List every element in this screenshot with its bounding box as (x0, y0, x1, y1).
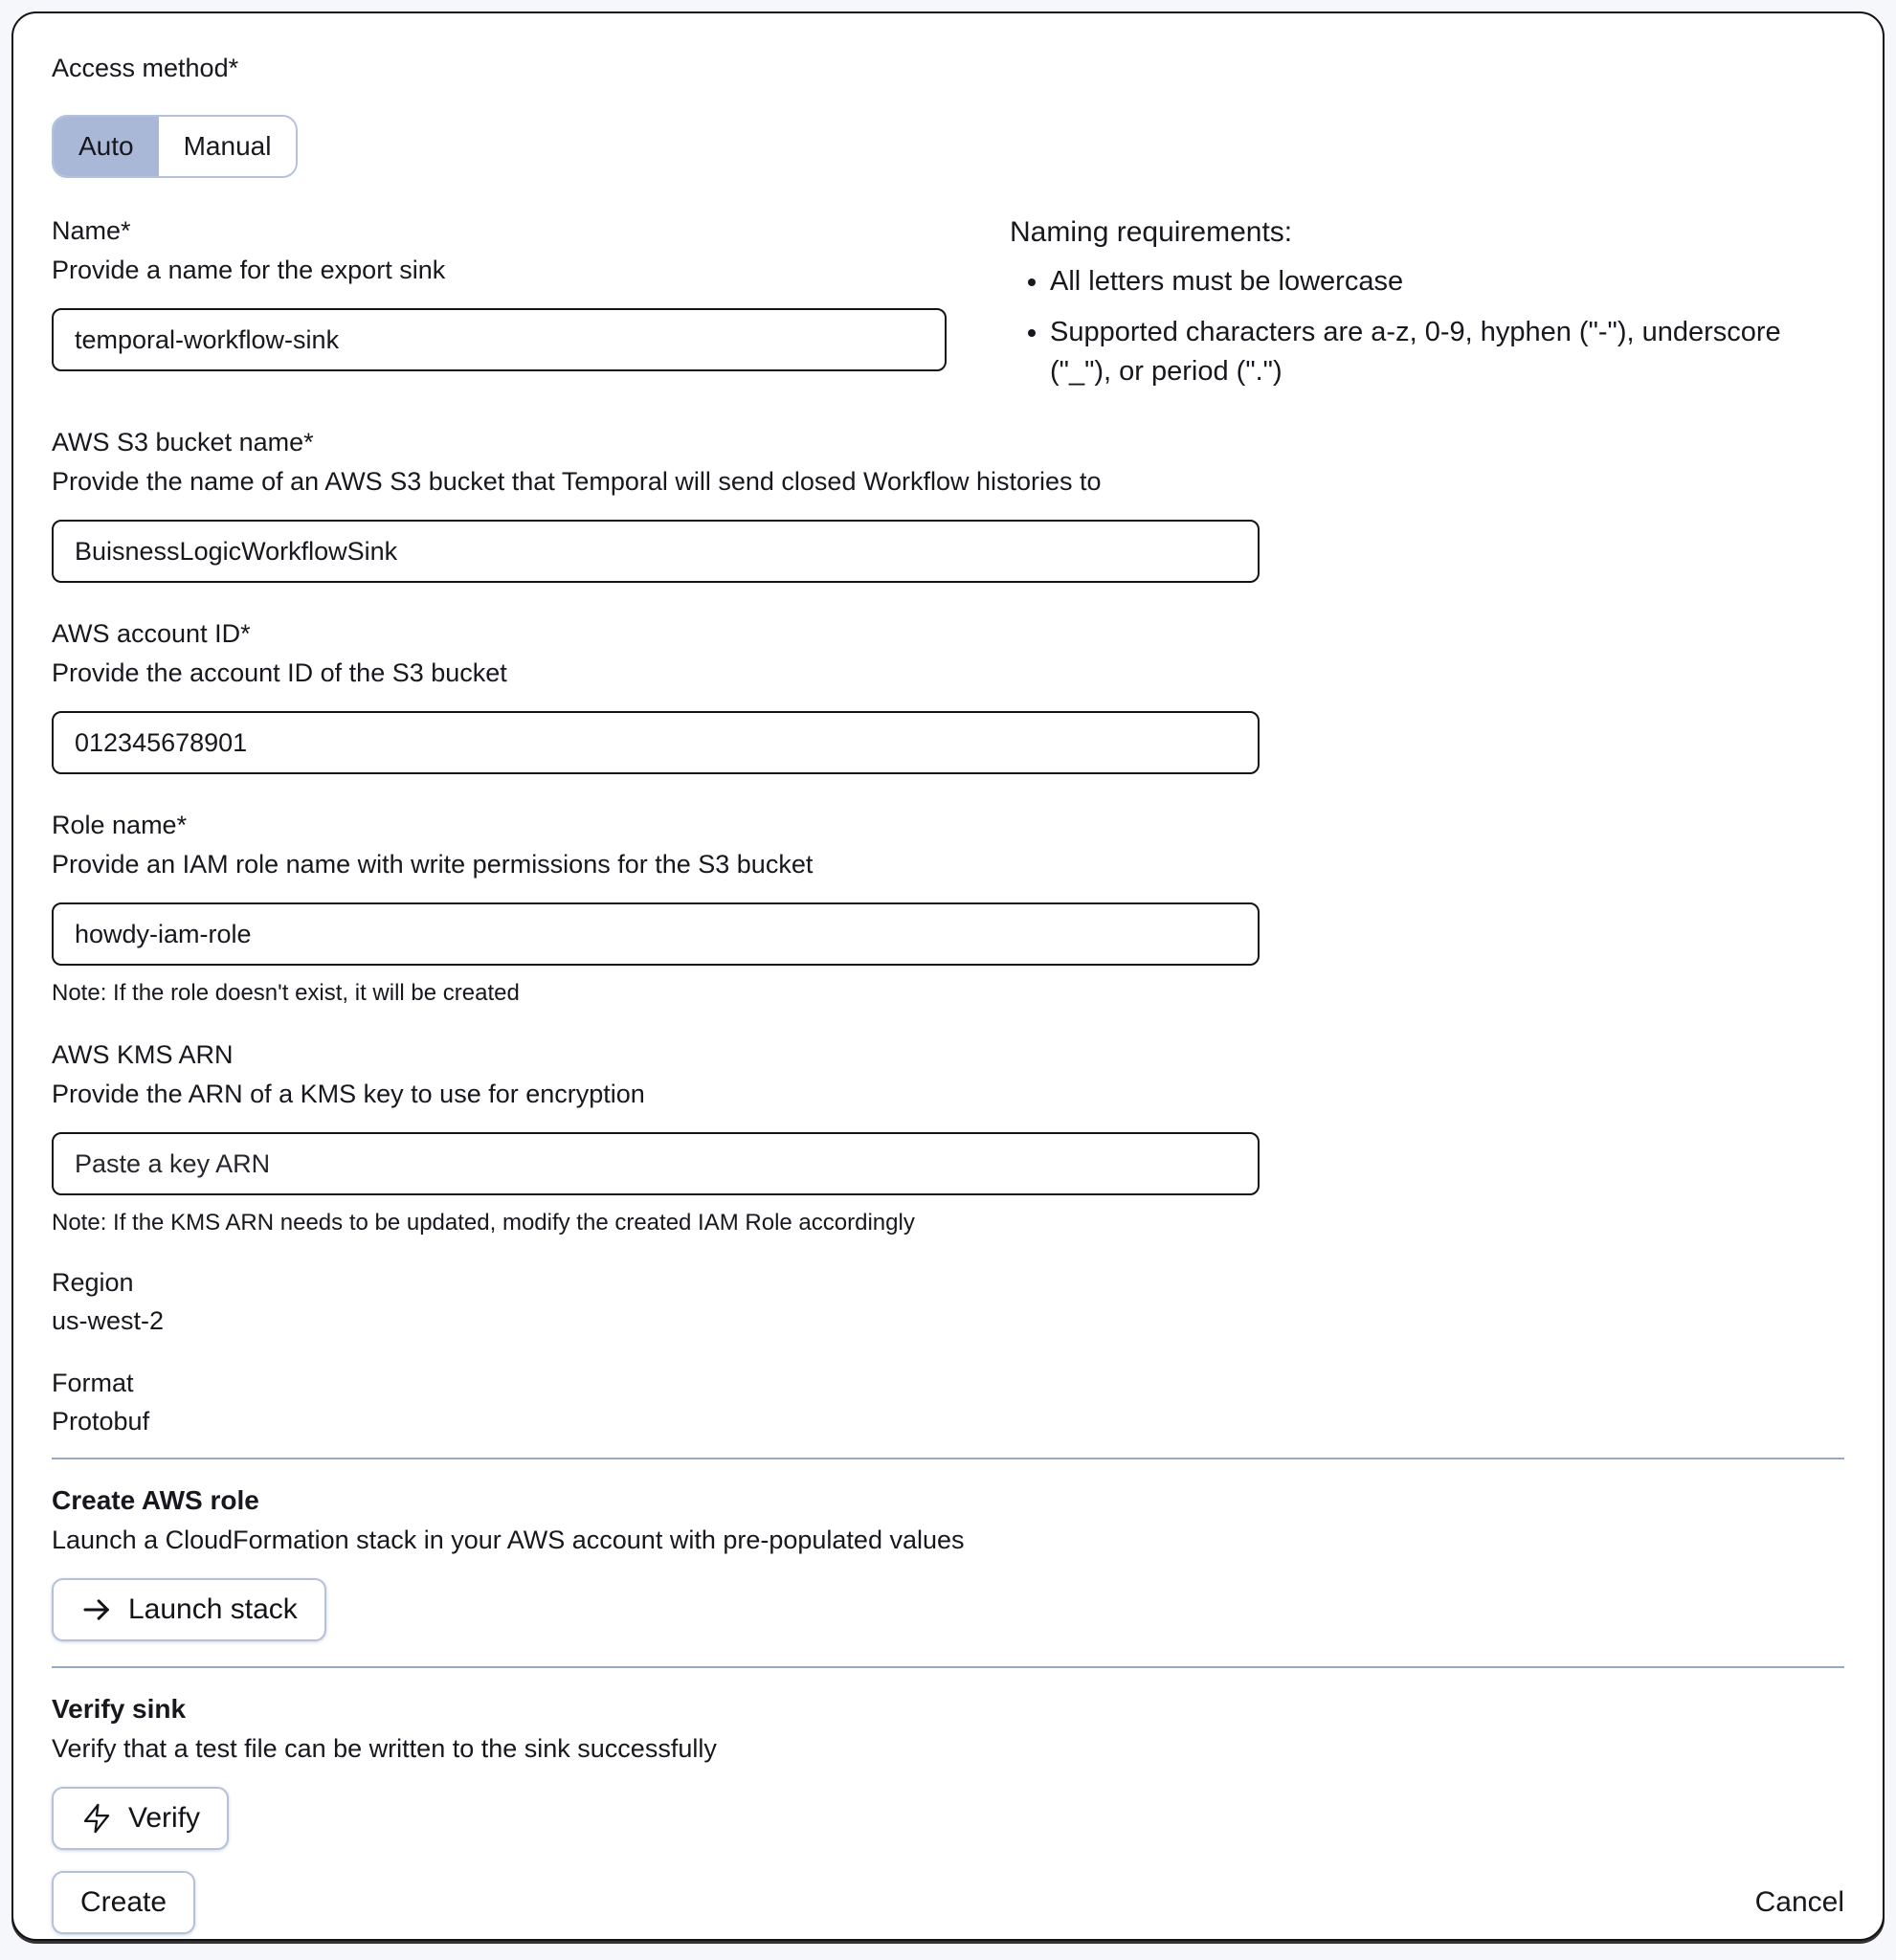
s3-bucket-label: AWS S3 bucket name* (52, 428, 314, 457)
role-name-input[interactable] (52, 902, 1260, 966)
verify-button[interactable] (52, 1787, 229, 1850)
role-name-field-group (52, 809, 1844, 1008)
region-label: Region (52, 1268, 134, 1297)
verify-sink-section (52, 1693, 1844, 1850)
access-method-option-manual[interactable]: Manual (159, 117, 297, 176)
naming-requirements-title: Naming requirements: (1010, 216, 1293, 248)
divider (52, 1666, 1844, 1668)
naming-requirements-list (1010, 262, 1835, 391)
lightning-bolt-icon (80, 1802, 113, 1835)
verify-sink-title: Verify sink (52, 1694, 187, 1724)
kms-arn-description: Provide the ARN of a KMS key to use for encryption (52, 1080, 645, 1108)
access-method-option-auto[interactable]: Auto (54, 117, 159, 176)
divider (52, 1458, 1844, 1459)
account-id-description: Provide the account ID of the S3 bucket (52, 658, 507, 687)
naming-requirement-item: • Supported characters are a-z, 0-9, hyphen ("-"), underscore ("_"), or period (".") (1050, 313, 1835, 391)
verify-sink-description: Verify that a test file can be written to the sink successfully (52, 1734, 717, 1763)
name-field-group (52, 214, 947, 391)
arrow-right-icon (80, 1593, 113, 1626)
name-input[interactable] (52, 308, 947, 371)
kms-arn-input[interactable] (52, 1132, 1260, 1195)
account-id-field-group (52, 617, 1844, 774)
s3-bucket-description: Provide the name of an AWS S3 bucket that Temporal will send closed Workflow histories to (52, 467, 1102, 496)
name-label: Name* (52, 216, 131, 245)
role-name-label: Role name* (52, 811, 188, 839)
account-id-label: AWS account ID* (52, 619, 251, 648)
naming-requirement-item: • All letters must be lowercase (1050, 262, 1835, 301)
create-button[interactable] (52, 1871, 195, 1934)
kms-arn-field-group (52, 1038, 1844, 1237)
kms-arn-note: Note: If the KMS ARN needs to be updated, modify the created IAM Role accordingly (52, 1210, 915, 1236)
access-method-label: Access method* (52, 54, 239, 82)
naming-requirements (1010, 214, 1844, 391)
access-method-toggle (52, 115, 298, 178)
format-value: Protobuf (52, 1407, 150, 1436)
s3-bucket-input[interactable] (52, 520, 1260, 583)
account-id-input[interactable] (52, 711, 1260, 774)
region-value: us-west-2 (52, 1306, 165, 1335)
format-group (52, 1367, 1844, 1438)
region-group (52, 1266, 1844, 1338)
kms-arn-label: AWS KMS ARN (52, 1040, 234, 1069)
create-button-label: Create (80, 1886, 167, 1918)
form-footer (52, 1871, 1844, 1934)
verify-button-label: Verify (128, 1802, 201, 1834)
cancel-link[interactable]: Cancel (1754, 1886, 1844, 1918)
role-name-note: Note: If the role doesn't exist, it will be created (52, 980, 520, 1006)
create-aws-role-description: Launch a CloudFormation stack in your AWS account with pre-populated values (52, 1526, 965, 1554)
export-sink-form-card (11, 11, 1885, 1941)
s3-bucket-field-group (52, 426, 1844, 583)
launch-stack-button[interactable] (52, 1578, 326, 1641)
format-label: Format (52, 1369, 134, 1397)
create-aws-role-section (52, 1484, 1844, 1641)
name-description: Provide a name for the export sink (52, 256, 446, 284)
role-name-description: Provide an IAM role name with write permissions for the S3 bucket (52, 850, 814, 879)
launch-stack-button-label: Launch stack (128, 1593, 298, 1625)
name-and-requirements-row (52, 214, 1844, 391)
create-aws-role-title: Create AWS role (52, 1485, 259, 1515)
